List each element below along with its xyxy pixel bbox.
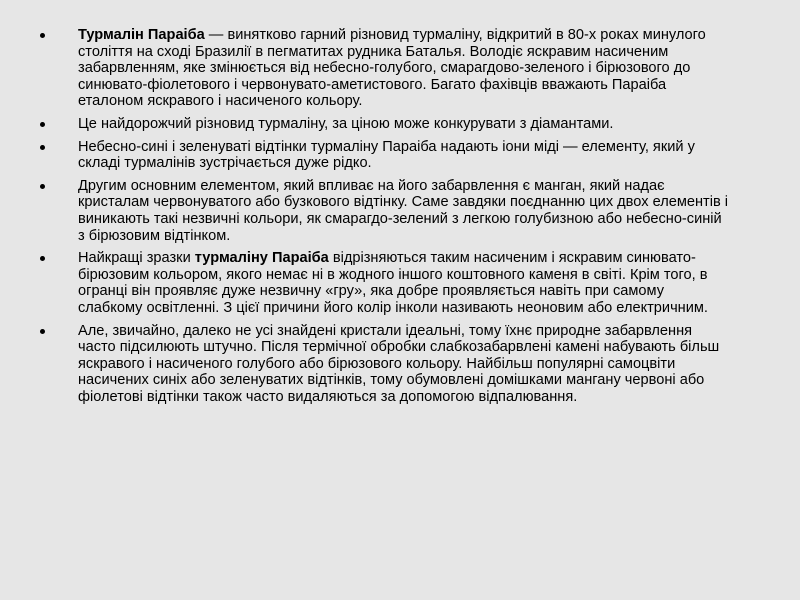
bullet-list <box>40 27 730 411</box>
text-segment-bold: Турмалін Параіба <box>78 27 205 43</box>
bullet-item <box>40 323 730 406</box>
text-segment: Найкращі зразки <box>78 250 195 267</box>
bullet-item <box>40 178 730 244</box>
bullet-item <box>40 27 730 110</box>
text-segment: Другим основним елементом, який впливає на його забарвлення є манган, який надає кристалам червонуватого або бузкового відтінку. Саме завдяки поєднанню цих двох елементів і виникають такі незвичні кольори, як смарагдо-зелений з легкою голубизною або небесно-синій з бірюзовим відтінком. <box>78 177 729 244</box>
text-segment: Але, звичайно, далеко не усі знайдені кристали ідеальні, тому їхнє природне забарвлення часто підсилюють штучно. Після термічної обробки слабкозабарвлені камені набувають більш яскравого і насиченого голубого або бірюзового кольору. Найбільш популярні самоцвіти насичених синіх або зеленуватих відтінків, тому обумовлені домішками мангану червоні або фіолетові відтінки також часто видаляються за допомогою відпалювання. <box>78 322 720 405</box>
text-segment-bold: турмаліну Параіба <box>194 250 329 267</box>
bullet-dot-icon <box>40 184 45 189</box>
bullet-dot-icon <box>40 329 45 334</box>
bullet-item <box>40 139 730 172</box>
bullet-dot-icon <box>40 256 45 261</box>
bullet-item <box>40 116 730 133</box>
bullet-dot-icon <box>40 33 45 38</box>
bullet-dot-icon <box>40 122 45 127</box>
bullet-item <box>40 250 730 316</box>
text-segment: відрізняються таким насиченим і яскравим синювато-бірюзовим кольором, якого немає ні в жодного іншого коштовного каменя в світі. Крім того, в огранці він проявляє дуже незвичну «гру», яка добре проявляється навіть при самому слабкому освітленні. З цієї причини його колір інколи називають неоновим або електричним. <box>78 250 708 316</box>
text-segment: Це найдорожчий різновид турмаліну, за ціною може конкурувати з діамантами. <box>78 115 614 132</box>
bullet-dot-icon <box>40 145 45 150</box>
text-segment: — винятково гарний різновид турмаліну, відкритий в 80-х роках минулого століття на сході Бразилії в пегматитах рудника Баталья. Володіє яскравим насиченим забарвленням, яке змінюється від небесно-голубого, смарагдово-зеленого і бірюзового до синювато-фіолетового і червонувато-аметистового. Багато фахівців вважають Параіба еталоном яскравого і насиченого кольору. <box>78 27 706 110</box>
text-segment: Небесно-сині і зеленуваті відтінки турмаліну Параіба надають іони міді — елементу, який у складі турмалінів зустрічається дуже рідко. <box>78 138 695 172</box>
